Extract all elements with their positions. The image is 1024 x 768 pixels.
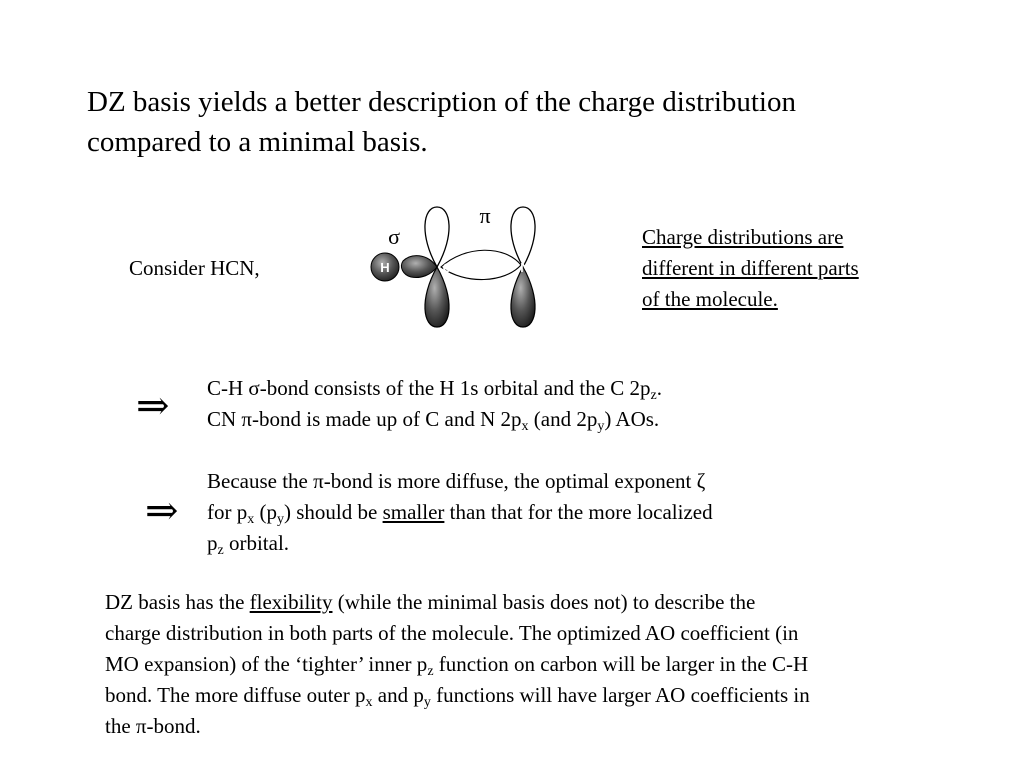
c-px-upper-lobe [425, 207, 449, 267]
block2-line-2 [207, 497, 713, 528]
note-line-2: different in different parts [642, 256, 859, 280]
subscript: x [247, 512, 255, 527]
text-segment: . [656, 376, 662, 400]
text-segment: (p [254, 500, 277, 524]
text-segment: (and 2p [528, 407, 598, 431]
para-line-4 [105, 680, 1005, 711]
atom-label-h: H [380, 260, 390, 275]
text-segment: orbital. [223, 531, 290, 555]
subscript: y [597, 419, 605, 434]
text-segment: DZ basis has the [105, 590, 250, 614]
dz-flexibility-paragraph [105, 587, 1005, 742]
c-sigma-lobe [401, 256, 437, 278]
block1-line-2 [207, 404, 662, 435]
subscript: y [423, 695, 431, 710]
bond-description-block [207, 373, 662, 435]
underlined-word: smaller [382, 500, 445, 524]
underlined-word: flexibility [249, 590, 333, 614]
text-segment: ) AOs. [604, 407, 660, 431]
text-segment: p [207, 531, 218, 555]
text-segment: bond. The more diffuse outer p [105, 683, 366, 707]
block1-line-1 [207, 373, 662, 404]
para-line-2: charge distribution in both parts of the molecule. The optimized AO coefficient (in [105, 621, 799, 645]
pi-overlap-lobe [441, 250, 521, 279]
note-line-3: of the molecule. [642, 287, 778, 311]
charge-distribution-note [642, 222, 932, 315]
atom-label-c: C [442, 261, 452, 275]
subscript: y [277, 512, 284, 527]
para-line-5: the π-bond. [105, 714, 201, 738]
text-segment: C-H σ-bond consists of the H 1s orbital and the C 2p [207, 376, 651, 400]
subscript: x [365, 695, 373, 710]
subscript: x [521, 419, 529, 434]
text-segment: functions will have larger AO coefficients in [430, 683, 810, 707]
text-segment: MO expansion) of the ‘tighter’ inner p [105, 652, 428, 676]
atom-label-n: N [520, 260, 530, 275]
n-px-upper-lobe [511, 207, 535, 267]
hcn-orbital-diagram [345, 195, 565, 345]
title-line-2: compared to a minimal basis. [87, 126, 428, 158]
text-segment: ) should be [284, 500, 383, 524]
text-segment: function on carbon will be larger in the C-H [433, 652, 809, 676]
n-px-lower-lobe [511, 267, 535, 327]
note-line-1: Charge distributions are [642, 225, 844, 249]
para-line-1 [105, 587, 1005, 618]
pi-label: π [479, 203, 491, 228]
text-segment: and p [372, 683, 424, 707]
subscript: z [427, 664, 434, 679]
text-segment: (while the minimal basis does not) to describe the [332, 590, 756, 614]
sigma-label: σ [388, 224, 400, 249]
subscript: z [650, 388, 657, 403]
text-segment: CN π-bond is made up of C and N 2p [207, 407, 522, 431]
para-line-3 [105, 649, 1005, 680]
text-segment: than that for the more localized [444, 500, 713, 524]
c-px-lower-lobe [425, 267, 449, 327]
slide-title [87, 82, 967, 162]
exponent-explanation-block [207, 466, 713, 559]
subscript: z [217, 543, 224, 558]
implies-arrow-2: ⇒ [145, 488, 179, 533]
implies-arrow-1: ⇒ [136, 383, 170, 428]
block2-line-1: Because the π-bond is more diffuse, the optimal exponent ζ [207, 469, 706, 493]
block2-line-3 [207, 528, 713, 559]
consider-label: Consider HCN, [129, 256, 260, 280]
text-segment: for p [207, 500, 248, 524]
title-line-1: DZ basis yields a better description of the charge distribution [87, 86, 796, 118]
